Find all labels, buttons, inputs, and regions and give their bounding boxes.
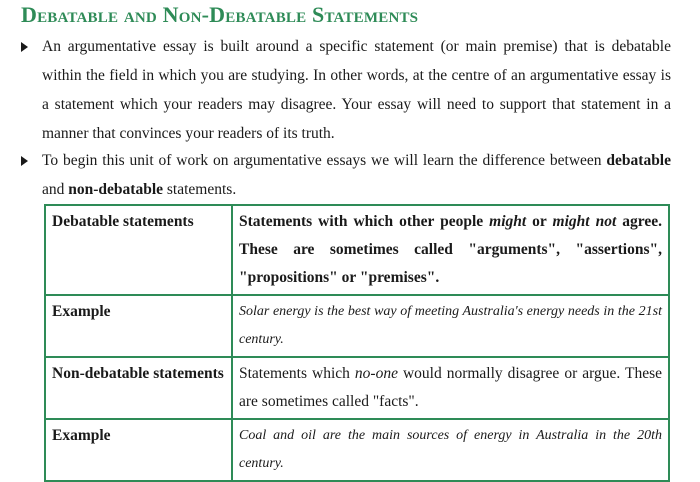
table-row: [45, 205, 669, 295]
statements-table: [44, 204, 670, 482]
definition-part: agree. These are sometimes called "arguments", "assertions", "propositions" or "premises".: [239, 213, 662, 286]
bullet-arrow-icon: [21, 156, 28, 166]
definition-emphasis: might: [489, 213, 527, 230]
definition-emphasis: might not: [552, 213, 617, 230]
row-definition: [232, 205, 669, 295]
term-non-debatable: non-debatable: [68, 181, 164, 198]
bullet-item: [21, 32, 671, 148]
row-label: Non-debatable statements: [45, 357, 232, 419]
bullet-text-part: statements.: [163, 181, 237, 198]
definition-part: Statements which: [239, 365, 355, 382]
bullet-item: [21, 146, 671, 204]
table-row: [45, 357, 669, 419]
definition-part: would normally disagree or argue. These are sometimes called "facts".: [239, 365, 662, 410]
bullet-text: An argumentative essay is built around a specific statement (or main premise) that is debatable within the field in which you are studying. In other words, at the centre of an argumentative essay is a statement which your readers may disagree. Your essay will need to support that statement in a manner that convinces your readers of its truth.: [42, 38, 671, 142]
row-label: Example: [45, 295, 232, 357]
page-title: Debatable and Non-Debatable Statements: [21, 2, 419, 27]
term-debatable: debatable: [606, 152, 671, 169]
table-row: [45, 295, 669, 357]
bullet-arrow-icon: [21, 42, 28, 52]
row-example: Solar energy is the best way of meeting Australia's energy needs in the 21st century.: [232, 295, 669, 357]
row-label: Example: [45, 419, 232, 481]
definition-part: or: [526, 213, 553, 230]
row-label: Debatable statements: [45, 205, 232, 295]
table-row: [45, 419, 669, 481]
row-definition: [232, 357, 669, 419]
row-example: Coal and oil are the main sources of energy in Australia in the 20th century.: [232, 419, 669, 481]
bullet-text: [42, 146, 671, 204]
bullet-text-part: and: [42, 181, 69, 198]
definition-part: Statements with which other people: [239, 213, 490, 230]
bullet-text-part: To begin this unit of work on argumentative essays we will learn the difference between: [42, 152, 607, 169]
definition-emphasis: no-one: [354, 365, 398, 382]
